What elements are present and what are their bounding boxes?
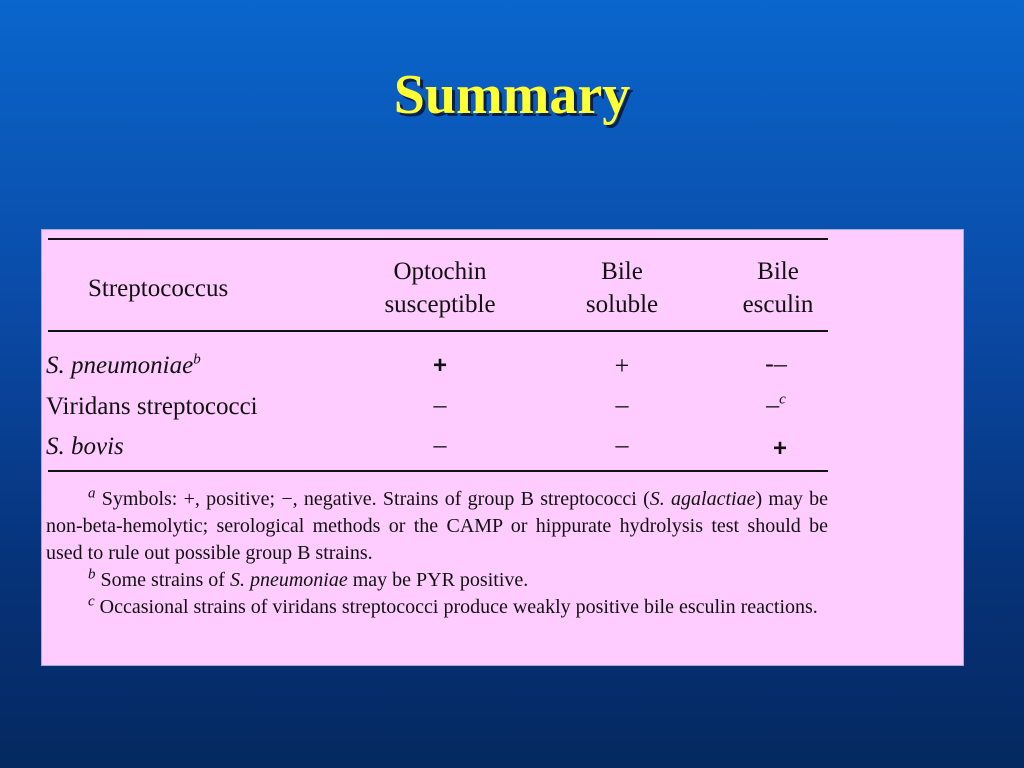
footnote-b-italic: S. pneumoniae (229, 569, 348, 591)
table-bottom-rule (48, 470, 828, 472)
bile-esculin-value: – (766, 390, 780, 419)
row-organism-s-pneumoniae (46, 349, 201, 382)
table-top-rule (48, 238, 828, 240)
footnote-b-text-1: Some strains of (100, 569, 230, 591)
column-header-optochin-line2: susceptible (384, 291, 496, 318)
slide-title: Summary (393, 64, 631, 126)
footnote-a-italic: S. agalactiae (649, 488, 756, 510)
footnote-ref-c: c (779, 391, 786, 408)
organism-name: S. pneumoniae (46, 352, 194, 379)
row3-bile-esculin-value: + (772, 435, 787, 462)
footnote-ref-b: b (193, 351, 201, 368)
footnote-b-text-2: may be PYR positive. (347, 569, 529, 591)
column-header-bile-esculin (718, 255, 838, 321)
table-footnotes (46, 486, 828, 621)
column-header-bile-soluble-line2: soluble (585, 291, 659, 318)
row-organism-viridans: Viridans streptococci (46, 393, 258, 420)
row1-bile-soluble-value: + (614, 351, 630, 380)
footnote-b (46, 567, 828, 594)
row1-optochin-value: + (432, 352, 447, 379)
column-header-bile-soluble (562, 255, 682, 321)
footnote-a-text-1: Symbols: +, positive; −, negative. Strains of group B streptococci ( (101, 488, 650, 510)
row2-bile-soluble-value: – (615, 390, 629, 419)
column-header-streptococcus: Streptococcus (88, 275, 229, 302)
column-header-bile-soluble-line1: Bile (601, 258, 643, 285)
footnote-c-marker: c (88, 593, 95, 610)
column-header-optochin (360, 255, 520, 321)
streptococcus-table-panel (41, 229, 964, 666)
footnote-a (46, 486, 828, 567)
row2-optochin-value: – (433, 390, 447, 419)
footnote-c (46, 594, 828, 621)
row3-bile-soluble-value: – (615, 430, 629, 459)
column-header-bile-esculin-line1: Bile (757, 258, 799, 285)
footnote-b-marker: b (88, 566, 96, 583)
column-header-bile-esculin-line2: esculin (742, 291, 814, 318)
column-header-optochin-line1: Optochin (393, 258, 487, 285)
table-header-rule (48, 330, 828, 332)
row3-optochin-value: – (433, 430, 447, 459)
row2-bile-esculin-value (736, 388, 816, 421)
footnote-a-text-2: ) may be non-beta-hemolytic; serological methods or the CAMP or hippurate hydrolysis test should be used to rule out possible group B strains. (46, 488, 828, 564)
footnote-c-text: Occasional strains of viridans streptococci produce weakly positive bile esculin reactions. (99, 596, 818, 618)
footnote-a-marker: a (88, 485, 96, 502)
row1-bile-esculin-value: -– (765, 349, 787, 378)
row-organism-s-bovis: S. bovis (46, 433, 124, 460)
